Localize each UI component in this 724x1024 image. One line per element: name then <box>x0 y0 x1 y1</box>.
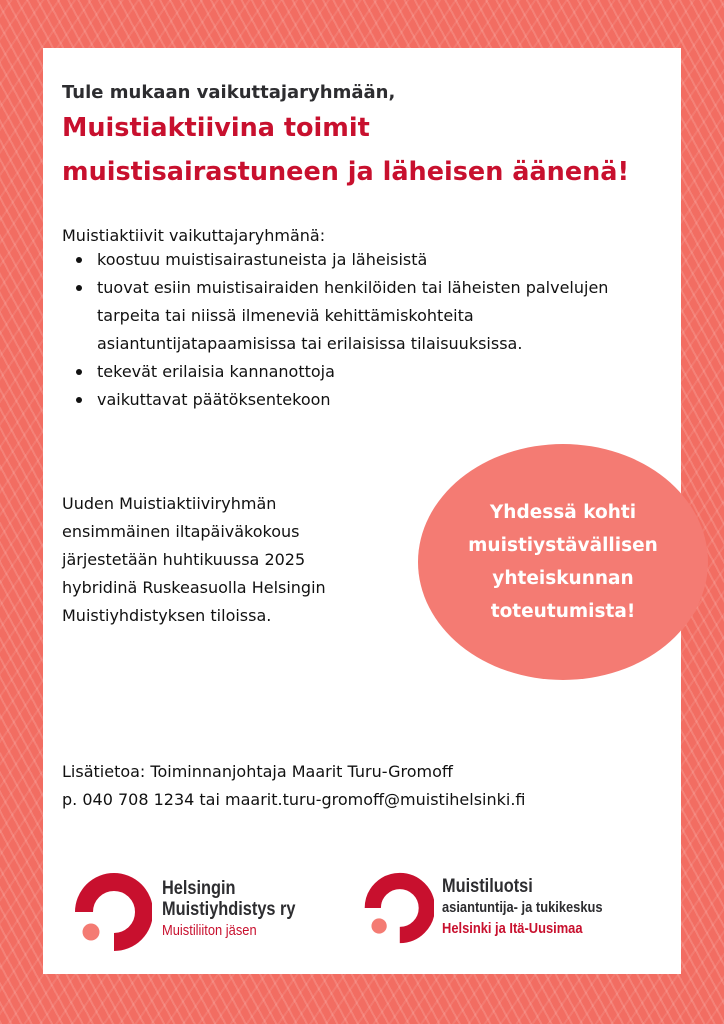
callout-circle <box>418 444 708 680</box>
logo-right-line-1: Muistiluotsi <box>442 876 533 897</box>
logo-left-line-2: Muistiyhdistys ry <box>162 899 296 920</box>
intro-text: Tule mukaan vaikuttajaryhmään, <box>62 82 396 103</box>
logo-left-line-1: Helsingin <box>162 878 236 899</box>
logo-helsingin-muistiyhdistys <box>72 872 362 952</box>
muistiyhdistys-logo-icon <box>72 872 152 952</box>
list-item: vaikuttavat päätöksentekoon <box>97 386 617 414</box>
logo-left-line-3: Muistiliiton jäsen <box>162 922 257 939</box>
list-title: Muistiaktiivit vaikuttajaryhmänä: <box>62 226 326 245</box>
list-item: tuovat esiin muistisairaiden henkilöiden tai läheisten palvelujen tarpeita tai niissä ilmeneviä kehittämiskohteita asiantuntijatapaamisissa tai erilaisissa tilaisuuksissa. <box>97 274 617 358</box>
muistiluotsi-logo-icon <box>362 872 434 944</box>
headline-line-1: Muistiaktiivina toimit <box>62 113 370 143</box>
bullet-list <box>62 246 617 414</box>
headline-line-2: muistisairastuneen ja läheisen äänenä! <box>62 157 630 187</box>
contact-line-1: Lisätietoa: Toiminnanjohtaja Maarit Turu-Gromoff <box>62 762 453 781</box>
contact-line-2: p. 040 708 1234 tai maarit.turu-gromoff@muistihelsinki.fi <box>62 790 526 809</box>
logo-muistiluotsi <box>362 872 662 952</box>
logo-right-line-2: asiantuntija- ja tukikeskus <box>442 899 603 916</box>
list-item: koostuu muistisairastuneista ja läheisistä <box>97 246 617 274</box>
headline <box>62 106 662 194</box>
logo-right-line-3: Helsinki ja Itä-Uusimaa <box>442 920 583 937</box>
contact-info <box>62 758 672 814</box>
list-item: tekevät erilaisia kannanottoja <box>97 358 617 386</box>
meeting-text: Uuden Muistiaktiiviryhmän ensimmäinen iltapäiväkokous järjestetään huhtikuussa 2025 hybridinä Ruskeasuolla Helsingin Muistiyhdistyksen tiloissa. <box>62 494 326 625</box>
callout-text: Yhdessä kohti muistiystävällisen yhteiskunnan toteutumista! <box>468 502 658 622</box>
